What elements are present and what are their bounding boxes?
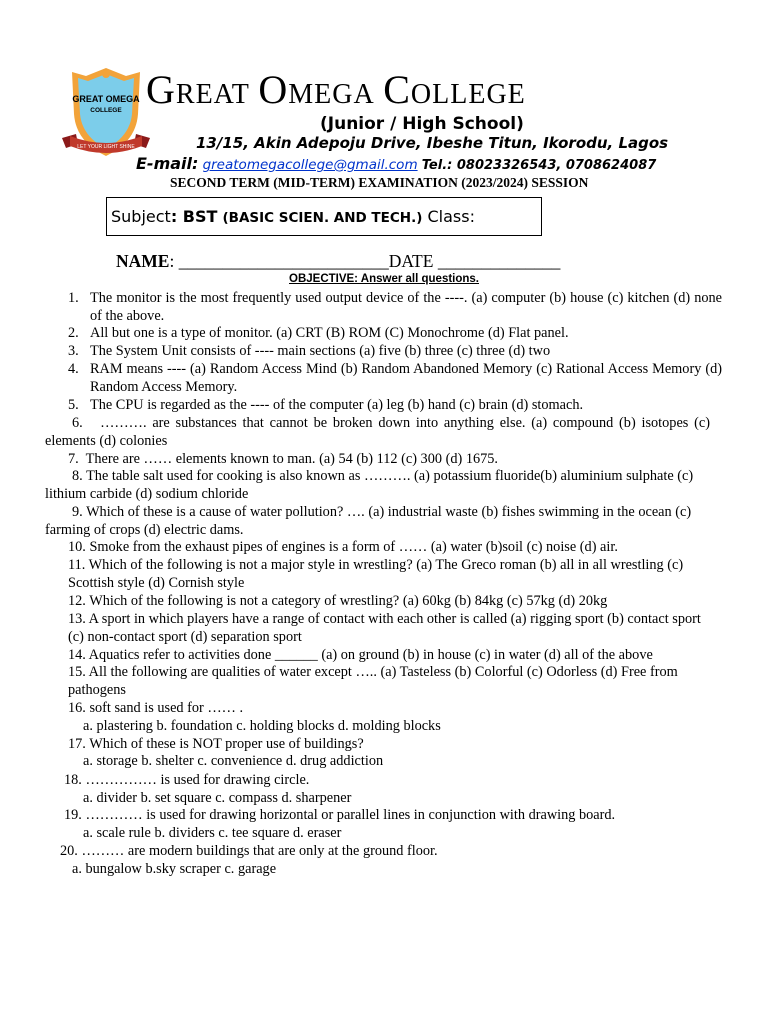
question-8 xyxy=(45,468,713,504)
school-logo xyxy=(58,64,154,164)
contact-line xyxy=(136,154,656,173)
subject-value: BST xyxy=(182,207,218,226)
logo-text-line1: GREAT OMEGA xyxy=(72,94,140,104)
school-name-c: C xyxy=(383,67,411,112)
question-19-options: a. scale rule b. dividers c. tee square d. eraser xyxy=(83,825,342,841)
school-address: 13/15, Akin Adepoju Drive, Ibeshe Titun, Ikorodu, Lagos xyxy=(196,134,669,152)
question-number: 4. xyxy=(68,361,79,377)
question-9 xyxy=(45,504,713,540)
class-label: Class xyxy=(427,207,470,226)
school-name-o: O xyxy=(258,67,289,112)
question-text: ………… is used for drawing horizontal or parallel lines in conjunction with drawing board. xyxy=(85,807,616,823)
question-2 xyxy=(68,325,569,343)
school-name-ollege: OLLEGE xyxy=(410,79,526,110)
subject-box xyxy=(106,197,542,236)
question-number: 18. xyxy=(64,772,82,788)
question-number: 12. xyxy=(68,593,86,609)
question-text: Which of the following is not a major style in wrestling? (a) The Greco roman (b) all in all wrestling (c) Scottish style (d) Cornish style xyxy=(68,557,684,591)
question-number: 15. xyxy=(68,664,86,680)
objective-instruction: OBJECTIVE: Answer all questions. xyxy=(289,273,480,285)
question-number: 20. xyxy=(60,843,78,859)
question-text: The monitor is the most frequently used output device of the ----. (a) computer (b) house (c) kitchen (d) none of the above. xyxy=(90,290,722,324)
school-name-g: G xyxy=(146,67,176,112)
question-number: 6. xyxy=(72,415,83,431)
class-colon: : xyxy=(469,207,475,226)
question-number: 5. xyxy=(68,397,79,413)
question-text: Smoke from the exhaust pipes of engines is a form of …… (a) water (b)soil (c) noise (d) air. xyxy=(89,539,618,555)
question-text: soft sand is used for …… . xyxy=(89,700,244,716)
logo-ribbon-text: LET YOUR LIGHT SHINE xyxy=(77,144,135,150)
question-11 xyxy=(68,557,722,593)
question-text: All but one is a type of monitor. (a) CRT (B) ROM (C) Monochrome (d) Flat panel. xyxy=(90,325,569,341)
question-text: The CPU is regarded as the ---- of the computer (a) leg (b) hand (c) brain (d) stomach. xyxy=(90,397,584,413)
subject-full-name: (BASIC SCIEN. AND TECH.) xyxy=(222,210,423,226)
question-13 xyxy=(68,611,718,647)
question-text: RAM means ---- (a) Random Access Mind (b) Random Abandoned Memory (c) Rational Access Memory (d) Random Access Memory. xyxy=(90,361,722,395)
email-link[interactable]: greatomegacollege@gmail.com xyxy=(202,157,418,173)
question-18 xyxy=(64,772,309,790)
question-number: 16. xyxy=(68,700,86,716)
question-number: 14. xyxy=(68,647,86,663)
date-label: DATE xyxy=(388,251,434,271)
question-17 xyxy=(68,736,364,754)
question-text: ……… are modern buildings that are only at the ground floor. xyxy=(81,843,438,859)
question-number: 19. xyxy=(64,807,82,823)
question-text: Aquatics refer to activities done ______ (a) on ground (b) in house (c) in water (d) all of the above xyxy=(88,647,653,663)
email-label: E-mail xyxy=(136,154,193,173)
question-20 xyxy=(60,843,438,861)
question-text: The System Unit consists of ---- main sections (a) five (b) three (c) three (d) two xyxy=(90,343,551,359)
question-text: Which of these is a cause of water pollution? …. (a) industrial waste (b) fishes swimming in the ocean (c) farming of crops (d) electric dams. xyxy=(45,504,692,538)
question-text: The table salt used for cooking is also known as ………. (a) potassium fluoride(b) aluminium sulphate (c) lithium carbide (d) sodium chloride xyxy=(45,468,694,502)
question-16-options: a. plastering b. foundation c. holding blocks d. molding blocks xyxy=(83,718,441,734)
question-16 xyxy=(68,700,243,718)
question-text: A sport in which players have a range of contact with each other is called (a) rigging sport (b) contact sport (c) non-contact sport (d) separation sport xyxy=(68,611,701,645)
question-4 xyxy=(68,361,722,397)
subject-colon: : xyxy=(170,207,183,226)
question-text: Which of the following is not a category of wrestling? (a) 60kg (b) 84kg (c) 57kg (d) 20kg xyxy=(89,593,608,609)
name-date-line xyxy=(116,251,560,272)
question-17-options: a. storage b. shelter c. convenience d. drug addiction xyxy=(83,753,384,769)
school-name xyxy=(146,66,526,113)
question-20-options: a. bungalow b.sky scraper c. garage xyxy=(72,861,277,877)
question-1 xyxy=(68,290,722,326)
question-number: 13. xyxy=(68,611,86,627)
question-7 xyxy=(68,451,498,469)
subject-label: Subject xyxy=(111,207,171,226)
question-12 xyxy=(68,593,607,611)
name-label: NAME xyxy=(116,251,170,271)
question-text: All the following are qualities of water except ….. (a) Tasteless (b) Colorful (c) Odorless (d) Free from pathogens xyxy=(68,664,678,698)
question-number: 10. xyxy=(68,539,86,555)
school-name-reat: REAT xyxy=(175,79,250,110)
question-number: 7. xyxy=(68,451,79,467)
school-name-mega: MEGA xyxy=(288,79,375,110)
question-number: 9. xyxy=(72,504,83,520)
exam-title: SECOND TERM (MID-TERM) EXAMINATION (2023/2024) SESSION xyxy=(170,175,589,190)
question-15 xyxy=(68,664,718,700)
question-number: 1. xyxy=(68,290,79,306)
question-6 xyxy=(45,415,710,451)
question-14 xyxy=(68,647,653,665)
question-text: ………. are substances that cannot be broken down into anything else. (a) compound (b) isotopes (c) elements (d) colonies xyxy=(45,415,710,449)
telephone: Tel.: 08023326543, 0708624087 xyxy=(421,158,657,173)
question-text: …………… is used for drawing circle. xyxy=(85,772,310,788)
question-18-options: a. divider b. set square c. compass d. sharpener xyxy=(83,790,352,806)
name-blank[interactable]: : ________________________ xyxy=(169,251,389,271)
question-number: 2. xyxy=(68,325,79,341)
date-blank[interactable]: ______________ xyxy=(433,251,561,271)
question-3 xyxy=(68,343,551,361)
question-number: 3. xyxy=(68,343,79,359)
question-text: There are …… elements known to man. (a) 54 (b) 112 (c) 300 (d) 1675. xyxy=(85,451,498,467)
logo-text-line2: COLLEGE xyxy=(90,107,122,114)
question-number: 17. xyxy=(68,736,86,752)
question-number: 11. xyxy=(68,557,86,573)
question-5 xyxy=(68,397,584,415)
question-number: 8. xyxy=(72,468,83,484)
question-10 xyxy=(68,539,618,557)
question-text: Which of these is NOT proper use of buildings? xyxy=(89,736,364,752)
question-19 xyxy=(64,807,615,825)
school-type: (Junior / High School) xyxy=(320,114,524,134)
email-colon: : xyxy=(192,154,199,173)
